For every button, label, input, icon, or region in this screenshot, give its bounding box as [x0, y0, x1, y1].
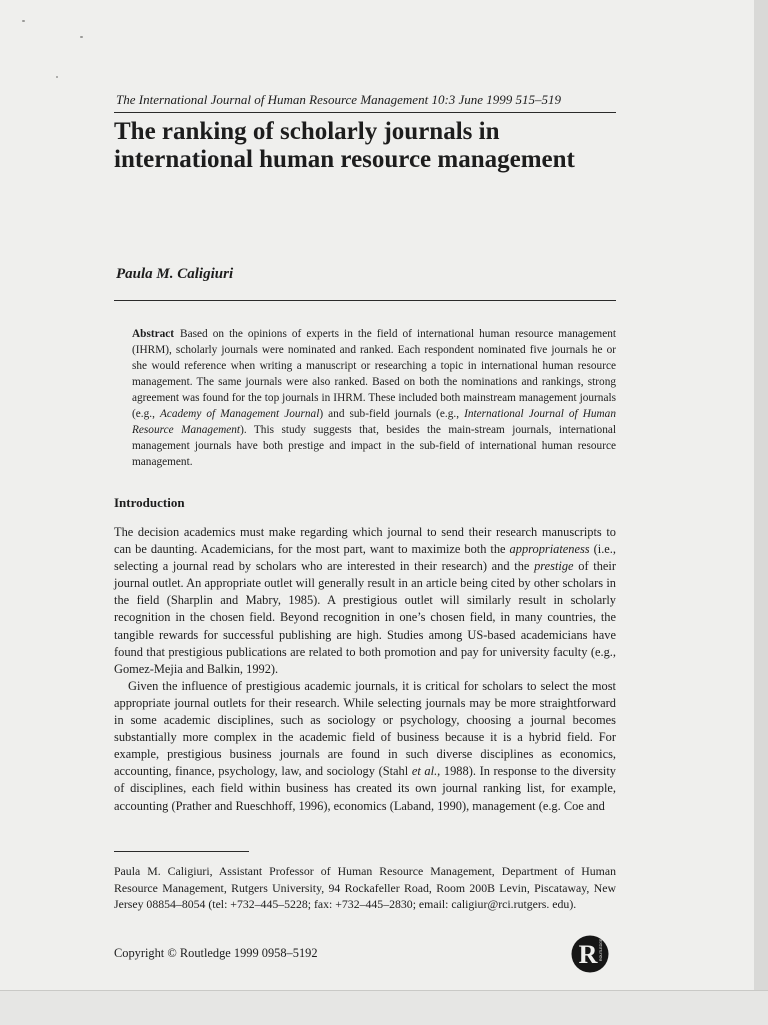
abstract: [132, 326, 616, 470]
abstract-text: ) and sub-field journals (e.g.,: [319, 408, 465, 420]
author-affiliation-footnote: Paula M. Caligiuri, Assistant Professor of Human Resource Management, Department of Human Resource Management, Rutgers University, 94 Rockafeller Road, Room 200B Levin, Piscataway, New Jersey 08854–8054 (tel: +732–445–5228; fax: +732–445–2830; email: caligiur@rci.rutgers. edu).: [114, 864, 616, 911]
paragraph: [114, 524, 616, 678]
body-text: (i.e., selecting a journal read by scholars who are interested in their research) and the: [114, 542, 616, 574]
body-text: The decision academics must make regarding which journal to send their research manuscripts to can be daunting. Academicians, for the most part, want to maximize both the: [114, 525, 616, 557]
next-page-edge: [0, 990, 768, 1025]
emphasis: et al.: [411, 764, 438, 779]
body-text: of their journal outlet. An appropriate outlet will generally result in an article being cited by other scholars in the field (Sharplin and Mabry, 1985). A prestigious outlet will similarly result in scholarly recognition in the chosen field. Beyond recognition in one’s chosen field, in many countries, the tangible rewards for successful publishing are high. Studies among US-based academicians have found that prestigious publications are related to both promotion and pay for university faculty (e.g., Gomez-Mejia and Balkin, 1992).: [114, 559, 616, 676]
abstract-text: ). This study suggests that, besides the main-stream journals, international management journals have both prestige and impact in the sub-field of international human resource management.: [132, 424, 617, 468]
logo-letter: R: [578, 940, 598, 969]
author-name: Paula M. Caligiuri: [116, 266, 234, 282]
scan-speck: [80, 36, 83, 38]
abstract-text: Based on the opinions of experts in the field of international human resource management (IHRM), scholarly journals were nominated and ranked. Each respondent nominated five journals he or she would reference when writing a manuscript or researching a topic in international human resource management. The same journals were also ranked. Based on both the nominations and rankings, strong agreement was found for the top journals in IHRM. These included both mainstream management journals (e.g.,: [132, 328, 616, 420]
scan-speck: [22, 20, 25, 22]
running-head: The International Journal of Human Resource Management 10:3 June 1999 515–519: [116, 92, 562, 107]
title-rule: [114, 300, 616, 301]
copyright-line: Copyright © Routledge 1999 0958–5192: [114, 946, 318, 960]
paragraph: [114, 678, 616, 815]
scan-speck: [56, 76, 58, 78]
body-text: Given the influence of prestigious academic journals, it is critical for scholars to select the most appropriate journal outlets for their research. While selecting journals may be more straightforward in some academic disciplines, such as sociology or psychology, choosing a journal becomes substantially more complex in the academic field of business because it is a hybrid field. For example, prestigious business journals are found in such diverse disciplines as economics, accounting, finance, psychology, law, and sociology (Stahl: [114, 678, 616, 779]
routledge-r-logo-icon: [571, 935, 609, 973]
article-title: The ranking of scholarly journals in international human resource management: [114, 118, 575, 173]
abstract-journal-2: International Journal of Human Resource Management: [132, 408, 616, 436]
logo-side-text: ROUTLEDGE: [599, 938, 603, 961]
abstract-journal-1: Academy of Management Journal: [159, 408, 320, 420]
abstract-label: Abstract: [132, 328, 175, 340]
emphasis: prestige: [534, 559, 574, 574]
section-heading-introduction: Introduction: [114, 495, 185, 510]
header-rule: [114, 112, 616, 113]
body-text: , 1988). In response to the diversity of disciplines, each field within business has created its own journal ranking list, for example, accounting (Prather and Rueschhoff, 1996), economics (Laband, 1990), management (e.g. Coe and: [114, 764, 616, 813]
emphasis: appropriateness: [509, 542, 590, 557]
footnote-rule: [114, 851, 249, 852]
introduction-body: [114, 524, 616, 815]
